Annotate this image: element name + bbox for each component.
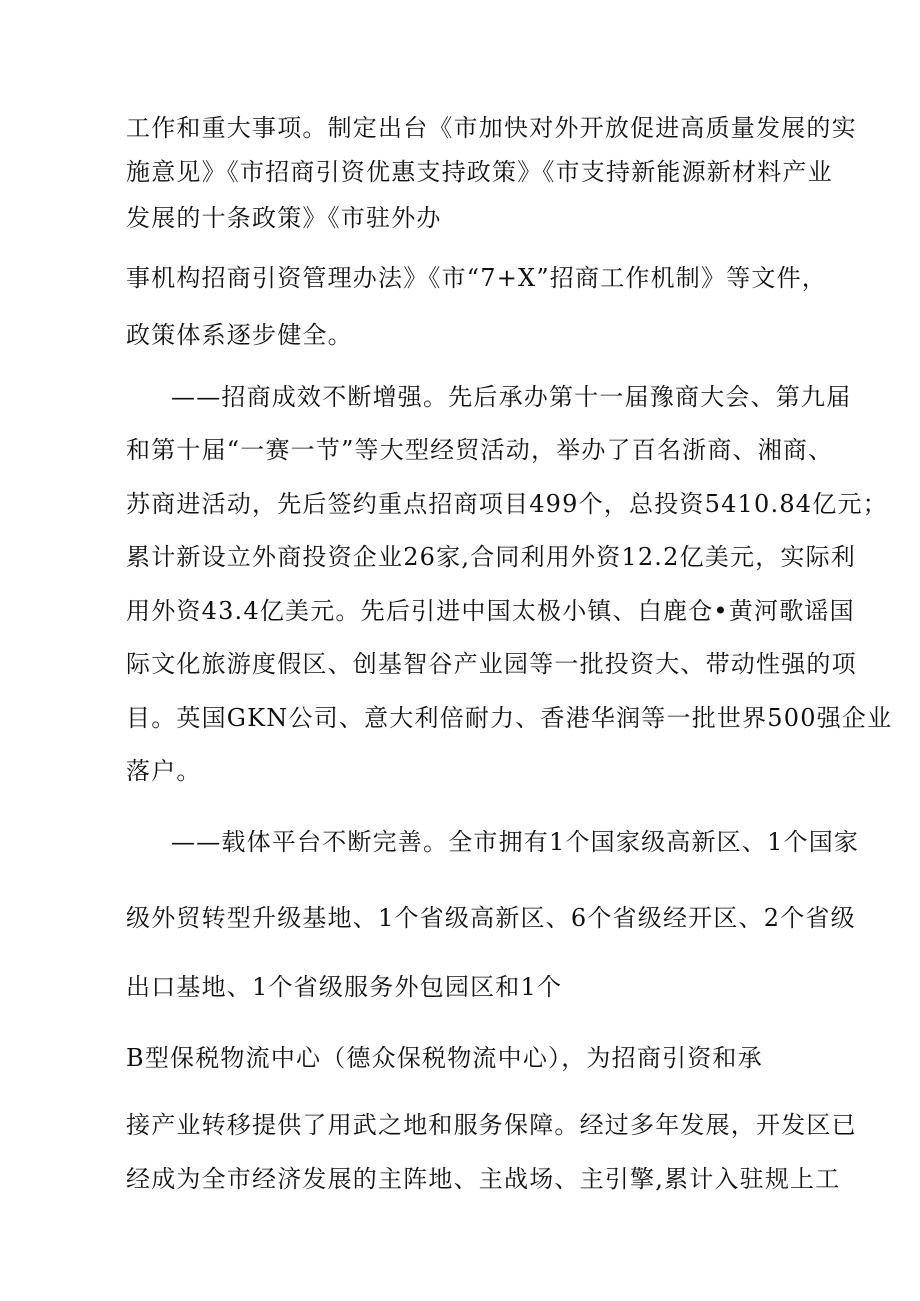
text-line: 发展的十条政策》《市驻外办 — [126, 204, 442, 232]
text-line: 政策体系逐步健全。 — [126, 321, 353, 349]
text-line: 经成为全市经济发展的主阵地、主战场、主引擎,累计入驻规上工 — [126, 1165, 841, 1193]
text-line: 级外贸转型升级基地、1个省级高新区、6个省级经开区、2个省级 — [126, 904, 856, 932]
paragraph-heading-line: ——载体平台不断完善。全市拥有1个国家级高新区、1个国家 — [171, 828, 860, 856]
text-line: 落户。 — [126, 757, 202, 785]
text-line: B型保税物流中心（德众保税物流中心），为招商引资和承 — [126, 1044, 763, 1072]
text-line: 施意见》《市招商引资优惠支持政策》《市支持新能源新材料产业 — [126, 158, 833, 186]
paragraph-heading-line: ——招商成效不断增强。先后承办第十一届豫商大会、第九届 — [171, 383, 852, 411]
text-line: 际文化旅游度假区、创基智谷产业园等一批投资大、带动性强的项 — [126, 650, 857, 678]
text-line: 用外资43.4亿美元。先后引进中国太极小镇、白鹿仓•黄河歌谣国 — [126, 597, 855, 625]
text-line: 事机构招商引资管理办法》《市“7+X”招商工作机制》等文件， — [126, 264, 828, 292]
text-line: 和第十届“一赛一节”等大型经贸活动，举办了百名浙商、湘商、 — [126, 436, 834, 464]
text-line: 接产业转移提供了用武之地和服务保障。经过多年发展，开发区已 — [126, 1111, 857, 1139]
text-line: 工作和重大事项。制定出台《市加快对外开放促进高质量发展的实 — [126, 114, 857, 142]
text-line: 目。英国GKN公司、意大利倍耐力、香港华润等一批世界500强企业 — [126, 704, 893, 732]
text-line: 累计新设立外商投资企业26家,合同利用外资12.2亿美元，实际利 — [126, 543, 857, 571]
text-line: 出口基地、1个省级服务外包园区和1个 — [126, 973, 563, 1001]
text-line: 苏商进活动，先后签约重点招商项目499个，总投资5410.84亿元； — [126, 490, 888, 518]
